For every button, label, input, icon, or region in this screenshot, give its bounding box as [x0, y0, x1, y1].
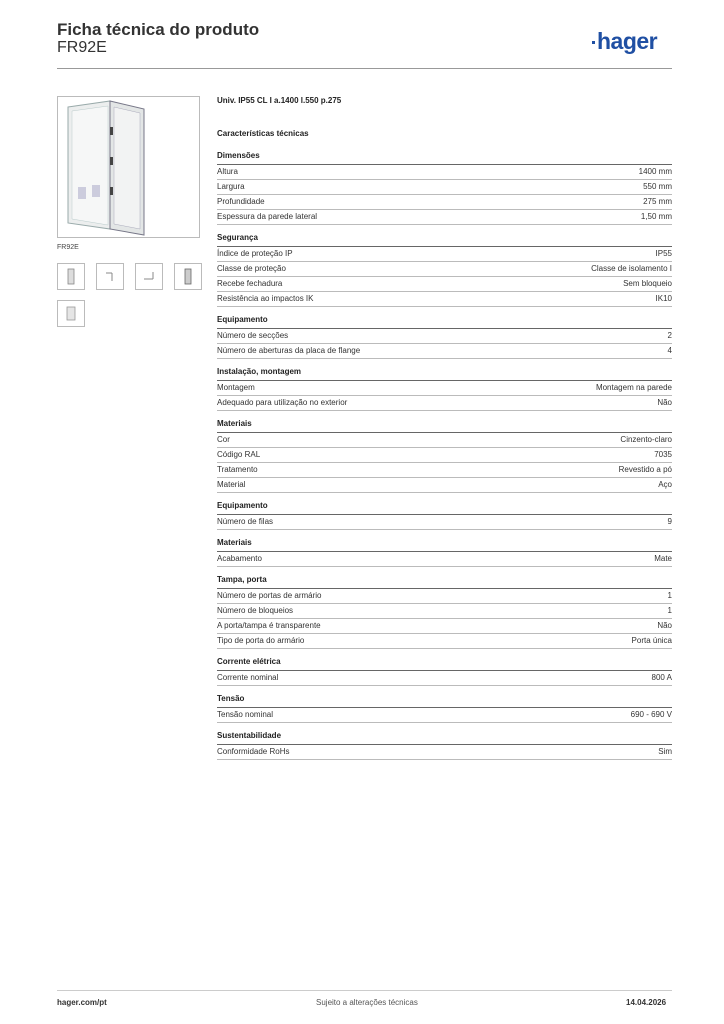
page-title: Ficha técnica do produto: [57, 20, 260, 39]
spec-row: [217, 671, 672, 686]
spec-row: [217, 344, 672, 359]
spec-group-title: Equipamento: [217, 315, 672, 329]
footer-divider: [57, 990, 672, 991]
spec-value: 1,50 mm: [640, 212, 672, 221]
thumbnail-top[interactable]: [135, 263, 163, 290]
spec-group: [217, 657, 672, 686]
thumbnail-side-icon: [97, 264, 123, 289]
spec-label: Tratamento: [217, 465, 258, 474]
spec-group-title: Corrente elétrica: [217, 657, 672, 671]
spec-value: 4: [667, 346, 672, 355]
spec-row: [217, 329, 672, 344]
spec-row: [217, 381, 672, 396]
spec-row: [217, 247, 672, 262]
spec-label: Classe de proteção: [217, 264, 286, 273]
spec-label: A porta/tampa é transparente: [217, 621, 321, 630]
spec-row: [217, 478, 672, 493]
spec-value: 550 mm: [643, 182, 672, 191]
spec-label: Profundidade: [217, 197, 265, 206]
logo-text: hager: [597, 28, 658, 54]
spec-label: Conformidade RoHs: [217, 747, 290, 756]
spec-label: Número de portas de armário: [217, 591, 322, 600]
spec-value: Porta única: [631, 636, 672, 645]
spec-group-title: Tensão: [217, 694, 672, 708]
spec-group: [217, 731, 672, 760]
spec-value: Montagem na parede: [595, 383, 672, 392]
spec-value: Revestido a pó: [618, 465, 672, 474]
spec-group: [217, 419, 672, 493]
spec-row: [217, 262, 672, 277]
spec-value: 800 A: [651, 673, 672, 682]
hager-logo[interactable]: [592, 28, 657, 55]
footer-website-link[interactable]: hager.com/pt: [57, 998, 107, 1007]
thumbnail-interior-icon: [58, 301, 84, 326]
spec-label: Adequado para utilização no exterior: [217, 398, 348, 407]
spec-label: Material: [217, 480, 246, 489]
thumbnail-front-icon: [58, 264, 84, 289]
spec-row: [217, 165, 672, 180]
spec-label: Altura: [217, 167, 238, 176]
spec-value: Aço: [658, 480, 672, 489]
thumbnail-top-icon: [136, 264, 162, 289]
spec-row: [217, 180, 672, 195]
spec-label: Número de aberturas da placa de flange: [217, 346, 361, 355]
spec-value: 1400 mm: [638, 167, 672, 176]
cabinet-illustration: [58, 97, 199, 237]
spec-value: Sem bloqueio: [623, 279, 672, 288]
spec-section-title: Características técnicas: [217, 129, 309, 138]
spec-label: Recebe fechadura: [217, 279, 283, 288]
spec-row: [217, 195, 672, 210]
spec-row: [217, 463, 672, 478]
spec-row: [217, 552, 672, 567]
spec-value: IP55: [655, 249, 672, 258]
spec-label: Tipo de porta do armário: [217, 636, 305, 645]
spec-group: [217, 538, 672, 567]
spec-row: [217, 589, 672, 604]
spec-group: [217, 694, 672, 723]
spec-group: [217, 233, 672, 307]
spec-value: 1: [667, 606, 672, 615]
spec-row: [217, 708, 672, 723]
spec-label: Corrente nominal: [217, 673, 279, 682]
thumbnail-interior[interactable]: [57, 300, 85, 327]
product-name: Univ. IP55 CL I a.1400 l.550 p.275: [217, 96, 342, 105]
spec-row: [217, 448, 672, 463]
spec-label: Número de bloqueios: [217, 606, 294, 615]
product-code: FR92E: [57, 39, 107, 56]
spec-group: [217, 367, 672, 411]
spec-group-title: Segurança: [217, 233, 672, 247]
thumbnail-front[interactable]: [57, 263, 85, 290]
spec-group-title: Tampa, porta: [217, 575, 672, 589]
spec-row: [217, 745, 672, 760]
spec-value: Cinzento-claro: [620, 435, 672, 444]
spec-row: [217, 210, 672, 225]
spec-label: Número de filas: [217, 517, 274, 526]
footer-disclaimer: Sujeito a alterações técnicas: [316, 998, 418, 1007]
spec-row: [217, 396, 672, 411]
spec-group-title: Materiais: [217, 419, 672, 433]
spec-row: [217, 277, 672, 292]
spec-label: Índice de proteção IP: [217, 249, 293, 258]
spec-group: [217, 575, 672, 649]
spec-label: Tensão nominal: [217, 710, 274, 719]
spec-group-title: Instalação, montagem: [217, 367, 672, 381]
header-divider: [57, 68, 672, 69]
spec-label: Código RAL: [217, 450, 261, 459]
product-image: [57, 96, 200, 238]
spec-label: Acabamento: [217, 554, 262, 563]
spec-row: [217, 619, 672, 634]
spec-group-title: Equipamento: [217, 501, 672, 515]
spec-label: Número de secções: [217, 331, 289, 340]
spec-label: Largura: [217, 182, 245, 191]
spec-label: Montagem: [217, 383, 255, 392]
spec-value: IK10: [655, 294, 672, 303]
spec-row: [217, 433, 672, 448]
spec-group: [217, 315, 672, 359]
spec-label: Resistência ao impactos IK: [217, 294, 314, 303]
spec-content: [217, 96, 672, 760]
spec-groups: [217, 151, 672, 760]
spec-value: 690 - 690 V: [630, 710, 672, 719]
spec-group-title: Materiais: [217, 538, 672, 552]
spec-value: 275 mm: [643, 197, 672, 206]
footer-date: 14.04.2026: [626, 998, 667, 1007]
spec-group-title: Dimensões: [217, 151, 672, 165]
spec-value: Mate: [654, 554, 672, 563]
spec-group-title: Sustentabilidade: [217, 731, 672, 745]
spec-row: [217, 515, 672, 530]
spec-value: 1: [667, 591, 672, 600]
spec-value: 9: [667, 517, 672, 526]
spec-row: [217, 634, 672, 649]
spec-group: [217, 501, 672, 530]
thumbnail-door-icon: [175, 264, 201, 289]
spec-value: 7035: [654, 450, 672, 459]
spec-value: Classe de isolamento I: [591, 264, 672, 273]
spec-group: [217, 151, 672, 225]
spec-label: Espessura da parede lateral: [217, 212, 318, 221]
spec-row: [217, 292, 672, 307]
image-caption: FR92E: [57, 244, 79, 251]
spec-label: Cor: [217, 435, 230, 444]
spec-value: 2: [667, 331, 672, 340]
spec-value: Sim: [658, 747, 672, 756]
spec-value: Não: [657, 621, 672, 630]
spec-value: Não: [657, 398, 672, 407]
thumbnail-door[interactable]: [174, 263, 202, 290]
spec-row: [217, 604, 672, 619]
thumbnail-side[interactable]: [96, 263, 124, 290]
